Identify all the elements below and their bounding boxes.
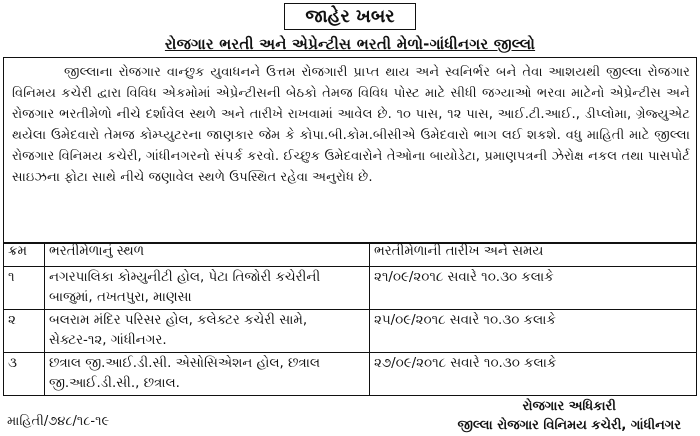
row-datetime: ૨૭/૦૯/૨૦૧૮ સવારે ૧૦.૩૦ કલાકે bbox=[370, 353, 697, 396]
reference-number: માહિતી/૭૪૮/૧૮-૧૯ bbox=[7, 414, 110, 429]
table-header-row bbox=[4, 244, 697, 267]
signatory-title: રોજગાર અધિકારી bbox=[522, 399, 616, 414]
row-datetime: ૨૫/૦૯/૨૦૧૮ સવારે ૧૦.૩૦ કલાકે bbox=[370, 310, 697, 353]
table-row bbox=[4, 310, 697, 353]
header-serial: ક્રમ bbox=[4, 244, 45, 267]
row-serial: ૨ bbox=[4, 310, 45, 353]
venue-table bbox=[3, 243, 697, 396]
table-row bbox=[4, 267, 697, 310]
table-row bbox=[4, 353, 697, 396]
notice-subheading: રોજગાર ભરતી અને એપ્રેન્ટીસ ભરતી મેળો-ગાંધીનગર જીલ્લો bbox=[164, 35, 536, 53]
signatory-block bbox=[458, 397, 682, 435]
notice-heading: જાહેર ખબર bbox=[284, 3, 416, 30]
row-venue: છત્રાલ જી.આઈ.ડી.સી. એસોસિએશન હોલ, છત્રાલ જી.આઈ.ડી.સી., છત્રાલ. bbox=[45, 353, 370, 396]
row-serial: ૧ bbox=[4, 267, 45, 310]
row-venue: નગરપાલિકા કોમ્યુનીટી હોલ, પેટા તિજોરી કચેરીની બાજુમાં, તખતપુરા, માણસા bbox=[45, 267, 370, 310]
notice-body: જીલ્લાના રોજગાર વાન્છુક યુવાધનને ઉત્તમ રોજગારી પ્રાપ્ત થાય અને સ્વનિર્ભર બને તેવા આશયથી જીલ્લા રોજગાર વિનિમય કચેરી દ્વારા વિવિધ એકમોમાં એપ્રેન્ટીસની બેઠકો તેમજ વિવિધ પોસ્ટ માટે સીધી જગ્યાઓ ભરવા માટેનો એપ્રેન્ટીસ અને રોજગાર ભરતીમેળો નીચે દર્શાવેલ સ્થળે અને તારીખે રાખવામાં આવેલ છે. ૧૦ પાસ, ૧૨ પાસ, આઈ.ટી.આઈ., ડીપ્લોમા, ગ્રેજ્યુએટ થયેલા ઉમેદવારો તેમજ કોમ્પ્યુટરના જાણકાર જેમ કે કોપા.બી.કોમ.બીસીએ ઉમેદવારો ભાગ લઈ શકશે. વધુ માહિતી માટે જીલ્લા રોજગાર વિનિમય કચેરી, ગાંધીનગરનો સંપર્ક કરવો. ઈચ્છુક ઉમેદવારોને તેઓના બાયોડેટા, પ્રમાણપત્રની ઝેરોક્ષ નકલ તથા પાસપોર્ટ સાઇઝના ફોટા સાથે નીચે જણાવેલ સ્થળે ઉપસ્થિત રહેવા અનુરોધ છે. bbox=[3, 57, 697, 243]
signatory-office: જીલ્લા રોજગાર વિનિમય કચેરી, ગાંધીનગર bbox=[457, 418, 681, 433]
row-serial: ૩ bbox=[4, 353, 45, 396]
row-venue: બલરામ મંદિર પરિસર હોલ, કલેક્ટર કચેરી સામે, સેક્ટર-૧૨, ગાંધીનગર. bbox=[45, 310, 370, 353]
row-datetime: ૨૧/૦૯/૨૦૧૮ સવારે ૧૦.૩૦ કલાકે bbox=[370, 267, 697, 310]
notice-footer bbox=[3, 396, 697, 436]
header-venue: ભરતીમેળાનું સ્થળ bbox=[45, 244, 370, 267]
header-datetime: ભરતીમેળાની તારીખ અને સમય bbox=[370, 244, 697, 267]
